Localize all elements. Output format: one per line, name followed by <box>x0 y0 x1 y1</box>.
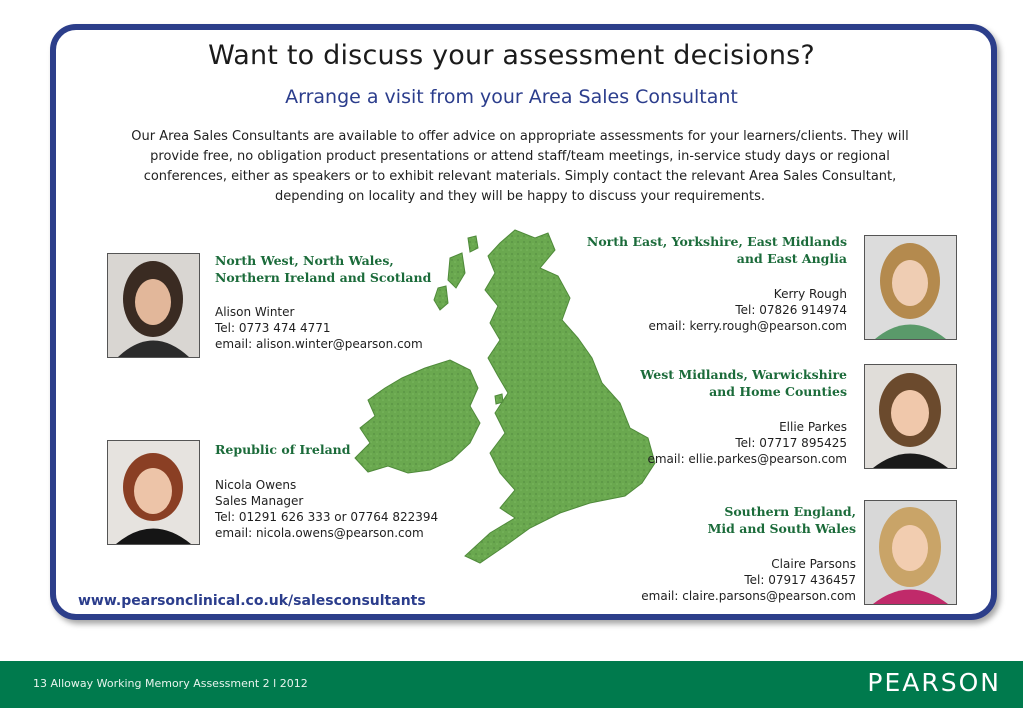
intro-line: Our Area Sales Consultants are available to offer advice on appropriate assessments for your learners/clients. They will <box>131 129 909 144</box>
contact-north-west <box>215 304 423 352</box>
region-line: and East Anglia <box>736 251 847 266</box>
region-line: North East, Yorkshire, East Midlands <box>586 234 847 249</box>
consultant-phone: Tel: 0773 474 4771 <box>215 321 331 335</box>
consultant-name: Kerry Rough <box>773 287 847 301</box>
region-line: Northern Ireland and Scotland <box>215 270 432 285</box>
region-line: Southern England, <box>724 504 856 519</box>
consultant-email: email: kerry.rough@pearson.com <box>648 319 847 333</box>
claire-parsons-photo <box>864 500 957 605</box>
consultant-name: Nicola Owens <box>215 478 297 492</box>
intro-line: provide free, no obligation product presentations or attend staff/team meetings, in-service study days or regional <box>150 149 890 164</box>
footer-page-info: 13 Alloway Working Memory Assessment 2 l 2012 <box>33 677 308 690</box>
ellie-parkes-photo <box>864 364 957 469</box>
contact-southern-england <box>641 556 856 604</box>
consultant-phone: Tel: 07717 895425 <box>735 436 847 450</box>
island-shape <box>468 236 478 252</box>
region-north-west <box>215 252 431 286</box>
hebrides-shape <box>448 253 465 288</box>
intro-line: conferences, either as speakers or to exhibit relevant materials. Simply contact the relevant Area Sales Consultant, <box>143 169 897 184</box>
region-line: North West, North Wales, <box>215 253 394 268</box>
pearson-logo: PEARSON <box>867 668 1001 697</box>
nicola-owens-photo <box>107 440 200 545</box>
consultant-email: email: claire.parsons@pearson.com <box>641 589 856 603</box>
consultant-phone: Tel: 07826 914974 <box>735 303 847 317</box>
intro-line: depending on locality and they will be happy to discuss your requirements. <box>274 189 765 204</box>
contact-republic-of-ireland <box>215 477 438 541</box>
contact-north-east <box>649 286 848 334</box>
consultant-email: email: ellie.parkes@pearson.com <box>647 452 847 466</box>
great-britain-shape <box>465 230 655 563</box>
consultant-name: Ellie Parkes <box>779 420 847 434</box>
consultant-name: Alison Winter <box>215 305 295 319</box>
footer-bar <box>0 661 1023 708</box>
ireland-shape <box>355 360 480 473</box>
page-title: Want to discuss your assessment decisions? <box>208 40 815 71</box>
intro-paragraph <box>90 127 950 207</box>
kerry-rough-photo <box>864 235 957 340</box>
consultant-role: Sales Manager <box>215 494 304 508</box>
consultant-email: email: nicola.owens@pearson.com <box>215 526 424 540</box>
consultant-email: email: alison.winter@pearson.com <box>215 337 423 351</box>
region-line: West Midlands, Warwickshire <box>640 367 847 382</box>
region-line: and Home Counties <box>709 384 847 399</box>
region-west-midlands <box>640 366 847 400</box>
region-republic-of-ireland: Republic of Ireland <box>215 442 351 457</box>
region-north-east <box>587 233 847 267</box>
island-shape <box>495 394 503 404</box>
contact-west-midlands <box>647 419 847 467</box>
page-subtitle: Arrange a visit from your Area Sales Consultant <box>285 86 738 108</box>
consultant-phone: Tel: 01291 626 333 or 07764 822394 <box>215 510 439 524</box>
website-link[interactable]: www.pearsonclinical.co.uk/salesconsultants <box>78 593 426 609</box>
alison-winter-photo <box>107 253 200 358</box>
consultant-name: Claire Parsons <box>771 557 856 571</box>
consultant-phone: Tel: 07917 436457 <box>744 573 856 587</box>
region-line: Mid and South Wales <box>707 521 856 536</box>
hebrides-shape <box>434 286 448 310</box>
region-southern-england <box>708 503 856 537</box>
